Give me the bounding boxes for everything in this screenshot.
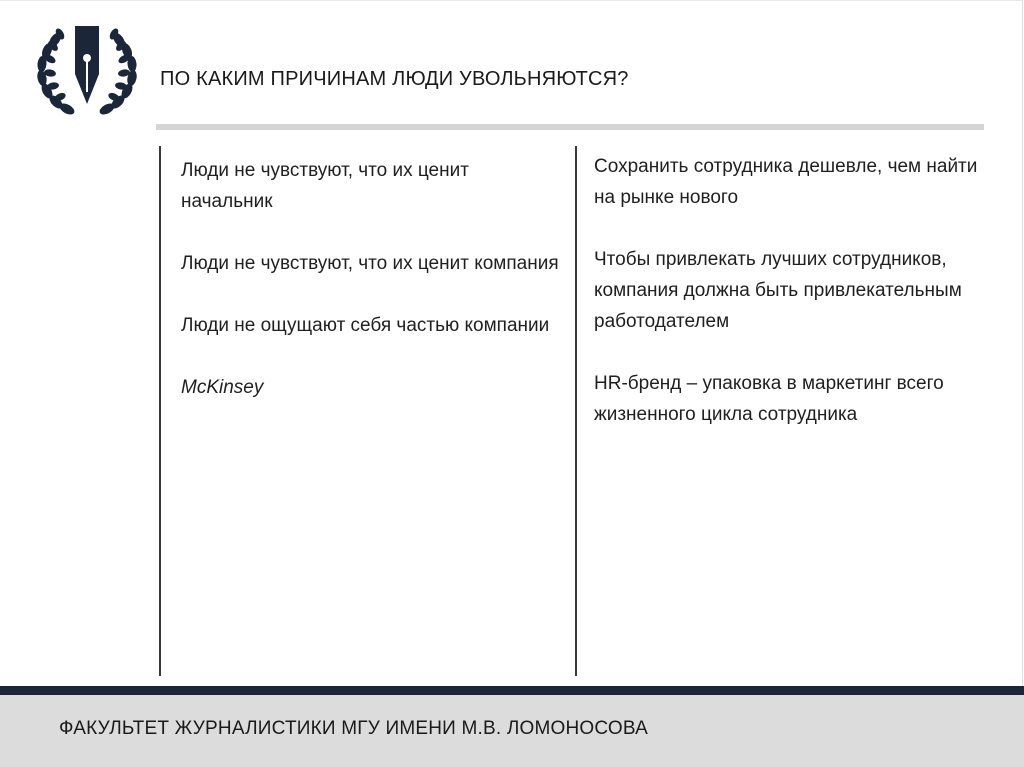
footer <box>0 695 1024 767</box>
left-column <box>181 155 561 434</box>
right-paragraph: Сохранить сотрудника дешевле, чем найти на рынке нового <box>594 156 978 208</box>
source-citation: McKinsey <box>181 377 264 398</box>
footer-text: ФАКУЛЬТЕТ ЖУРНАЛИСТИКИ МГУ ИМЕНИ М.В. ЛОМОНОСОВА <box>59 718 648 739</box>
slide-title: ПО КАКИМ ПРИЧИНАМ ЛЮДИ УВОЛЬНЯЮТСЯ? <box>160 68 629 90</box>
middle-column-rule <box>575 146 577 676</box>
left-paragraph: Люди не ощущают себя частью компании <box>181 315 550 336</box>
title-divider <box>156 124 984 130</box>
footer-accent-bar <box>0 686 1024 695</box>
right-paragraph: HR-бренд – упаковка в маркетинг всего жизненного цикла сотрудника <box>594 373 944 425</box>
right-column <box>594 151 994 461</box>
right-paragraph: Чтобы привлекать лучших сотрудников, компания должна быть привлекательным работодателем <box>594 249 962 332</box>
faculty-logo-icon <box>33 18 141 122</box>
left-paragraph: Люди не чувствуют, что их ценит компания <box>181 253 559 274</box>
left-paragraph: Люди не чувствуют, что их ценит начальник <box>181 160 469 212</box>
left-column-rule <box>159 146 161 676</box>
